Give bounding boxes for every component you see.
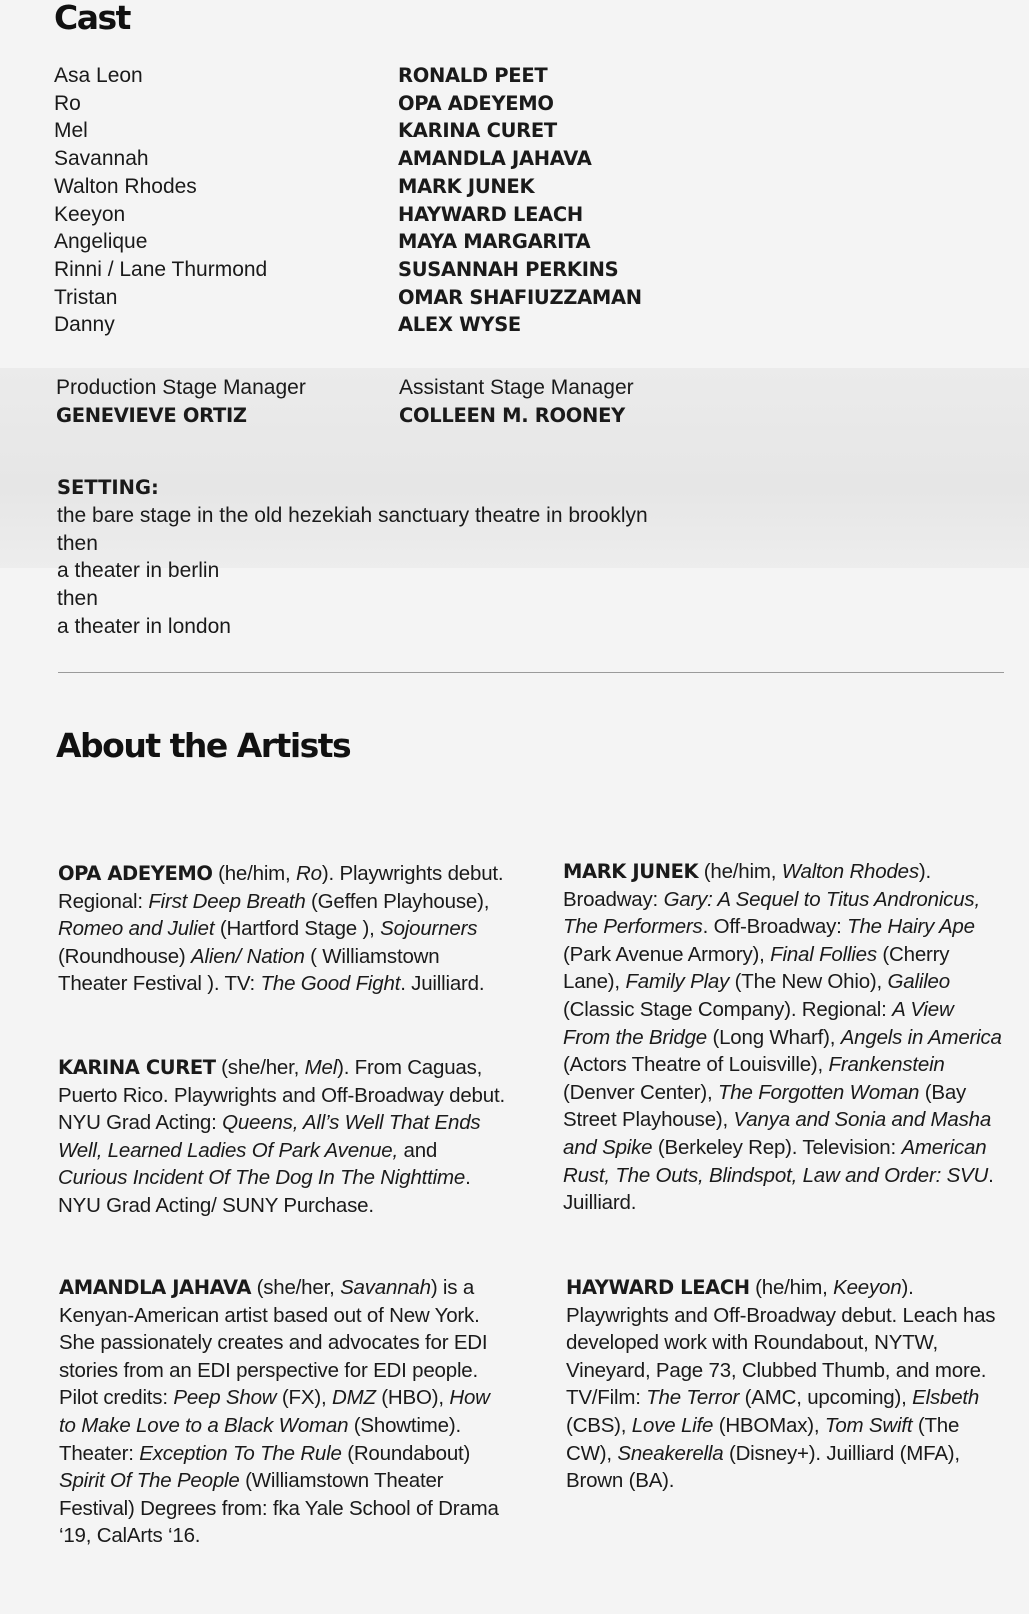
credit-title: Angels in America	[840, 1025, 1002, 1049]
credit-title: Keeyon	[833, 1276, 902, 1299]
bio-text: (Disney+). Juilliard (MFA), Brown (BA).	[566, 1441, 960, 1493]
cast-actor: OPA ADEYEMO	[398, 91, 554, 115]
cast-role: Ro	[54, 91, 81, 115]
credit-title: Queens, All’s Well That Ends Well, Learned Ladies Of Park Avenue,	[58, 1111, 481, 1162]
bio-text: . Juilliard.	[563, 1163, 994, 1215]
cast-role: Keeyon	[54, 202, 126, 226]
bio-text: (Hartford Stage ),	[214, 917, 381, 941]
bio-text: ) is a Kenyan-American artist based out of New York. She passionately creates and advocates for EDI stories from an EDI perspective for EDI people. Pilot credits:	[59, 1276, 488, 1410]
credit-title: Vanya and Sonia and Masha and Spike	[563, 1108, 992, 1159]
bio-text: (he/him,	[749, 1276, 834, 1299]
bio-text: (he/him,	[212, 862, 297, 885]
credit-title: Galileo	[887, 970, 950, 994]
psm-label: Production Stage Manager	[56, 376, 306, 399]
credit-title: Alien/ Nation	[191, 944, 305, 968]
cast-role: Mel	[54, 119, 88, 143]
production-stage-manager	[56, 374, 306, 429]
bio-hayward-leach	[566, 1274, 1006, 1495]
bio-opa-adeyemo	[58, 860, 508, 998]
section-divider	[58, 672, 1004, 673]
psm-name: GENEVIEVE ORTIZ	[56, 403, 247, 427]
artist-name: AMANDLA JAHAVA	[59, 1276, 252, 1299]
cast-actor: RONALD PEET	[398, 64, 548, 87]
bio-karina-curet	[58, 1054, 508, 1220]
bio-text: (Geffen Playhouse),	[305, 889, 490, 913]
cast-actors-list	[398, 62, 642, 339]
bio-text: (Williamstown Theater Festival) Degrees from: fka Yale School of Drama ‘19, CalArts ‘16.	[59, 1469, 499, 1548]
cast-role: Danny	[54, 313, 115, 337]
bio-text: (HBO),	[375, 1386, 450, 1410]
credit-title: Sojourners	[380, 917, 478, 941]
credit-title: Elsbeth	[912, 1386, 980, 1410]
credit-title: Family Play	[625, 970, 730, 994]
bio-text: ). From Caguas, Puerto Rico. Playwrights and Off-Broadway debut. NYU Grad Acting:	[58, 1056, 505, 1135]
cast-actor: KARINA CURET	[398, 119, 557, 143]
bio-text: ). Broadway:	[563, 860, 932, 911]
cast-role: Tristan	[54, 285, 118, 309]
credit-title: The Hairy Ape	[847, 915, 975, 939]
setting-line: the bare stage in the old hezekiah sanctuary theatre in brooklyn	[57, 503, 648, 527]
credit-title: How to Make Love to a Black Woman	[59, 1386, 490, 1437]
cast-role: Rinni / Lane Thurmond	[54, 257, 268, 281]
bio-text: and	[398, 1138, 438, 1162]
credit-title: Love Life	[631, 1413, 714, 1437]
credit-title: Final Follies	[770, 942, 877, 966]
bio-text: ). Playwrights and Off-Broadway debut. Leach has developed work with Roundabout, NYTW, Vineyard, Page 73, Clubbed Thumb, and more. TV/Film:	[566, 1276, 996, 1410]
credit-title: A View From the Bridge	[563, 997, 954, 1049]
setting-line: then	[57, 587, 98, 611]
bio-text: (Denver Center),	[563, 1080, 718, 1104]
credit-title: Peep Show	[173, 1386, 277, 1410]
credit-title: Romeo and Juliet	[58, 917, 215, 941]
about-heading: About the Artists	[56, 726, 351, 765]
artist-name: OPA ADEYEMO	[58, 862, 213, 885]
bio-text: (Actors Theatre of Louisville),	[563, 1053, 829, 1077]
setting-line: then	[57, 531, 98, 555]
bio-text: (Classic Stage Company). Regional:	[563, 997, 893, 1021]
credit-title: Savannah	[340, 1276, 431, 1299]
bio-text: (AMC, upcoming),	[739, 1386, 913, 1410]
asm-label: Assistant Stage Manager	[399, 376, 634, 399]
bio-text: (Bay Street Playhouse),	[563, 1080, 967, 1132]
credit-title: Ro	[296, 862, 322, 885]
credit-title: First Deep Breath	[148, 889, 306, 913]
cast-actor: MARK JUNEK	[398, 174, 535, 198]
cast-role: Walton Rhodes	[54, 174, 197, 198]
cast-actor: HAYWARD LEACH	[398, 202, 583, 226]
bio-text: (HBOMax),	[713, 1413, 825, 1437]
credit-title: Walton Rhodes	[781, 860, 919, 883]
bio-amandla-jahava	[59, 1274, 509, 1550]
artist-name: HAYWARD LEACH	[566, 1276, 750, 1299]
credit-title: The Terror	[646, 1386, 740, 1410]
cast-heading: Cast	[54, 0, 130, 37]
bio-text: . NYU Grad Acting/ SUNY Purchase.	[58, 1166, 471, 1217]
credit-title: Spirit Of The People	[59, 1469, 240, 1493]
credit-title: Curious Incident Of The Dog In The Nighttime	[58, 1166, 466, 1190]
setting-block	[57, 474, 648, 641]
assistant-stage-manager	[399, 374, 634, 429]
setting-line: a theater in london	[57, 614, 231, 638]
cast-actor: ALEX WYSE	[398, 313, 521, 337]
artist-name: KARINA CURET	[58, 1056, 216, 1079]
bio-text: (Berkeley Rep). Television:	[652, 1135, 902, 1159]
bio-text: ). Playwrights debut. Regional:	[58, 862, 504, 913]
asm-name: COLLEEN M. ROONEY	[399, 403, 625, 427]
credit-title: Frankenstein	[828, 1053, 945, 1077]
cast-actor: MAYA MARGARITA	[398, 230, 591, 254]
credit-title: DMZ	[331, 1386, 376, 1410]
setting-label: SETTING:	[57, 476, 159, 499]
bio-text: (The New Ohio),	[729, 970, 888, 994]
credit-title: Mel	[304, 1056, 338, 1079]
bio-text: (Long Wharf),	[706, 1025, 841, 1049]
cast-role: Angelique	[54, 230, 148, 254]
setting-lines	[57, 502, 648, 641]
cast-actor: SUSANNAH PERKINS	[398, 257, 619, 281]
bio-text: (The CW),	[566, 1413, 960, 1465]
bio-text: (FX),	[276, 1386, 332, 1410]
artist-name: MARK JUNEK	[563, 860, 699, 883]
bio-text: (Roundhouse)	[58, 944, 192, 968]
bio-text: . Off-Broadway:	[702, 915, 848, 939]
bio-text: (she/her,	[215, 1056, 305, 1079]
cast-actor: OMAR SHAFIUZZAMAN	[398, 285, 642, 309]
bio-text: (Showtime). Theater:	[59, 1413, 461, 1465]
bio-text: (he/him,	[698, 860, 782, 883]
cast-role: Asa Leon	[54, 64, 143, 87]
credit-title: The Forgotten Woman	[717, 1080, 920, 1104]
bio-text: (Cherry Lane),	[563, 942, 950, 994]
credit-title: Tom Swift	[824, 1413, 913, 1437]
credit-title: Sneakerella	[617, 1441, 724, 1465]
credit-title: The Good Fight	[260, 972, 401, 996]
bio-text: (Roundabout)	[341, 1441, 471, 1465]
credit-title: Gary: A Sequel to Titus Andronicus, The Performers	[563, 887, 980, 939]
bio-text: (CBS),	[566, 1413, 632, 1437]
setting-line: a theater in berlin	[57, 559, 220, 583]
bio-text: (Park Avenue Armory),	[563, 942, 771, 966]
bio-mark-junek	[563, 858, 1003, 1217]
cast-roles-list	[54, 62, 267, 339]
cast-role: Savannah	[54, 147, 149, 171]
bio-text: . Juilliard.	[400, 972, 485, 996]
cast-actor: AMANDLA JAHAVA	[398, 147, 592, 171]
bio-text: (she/her,	[251, 1276, 341, 1299]
credit-title: American Rust, The Outs, Blindspot, Law and Order: SVU	[563, 1135, 989, 1187]
credit-title: Exception To The Rule	[139, 1441, 342, 1465]
bio-text: ( Williamstown Theater Festival ). TV:	[58, 944, 440, 996]
